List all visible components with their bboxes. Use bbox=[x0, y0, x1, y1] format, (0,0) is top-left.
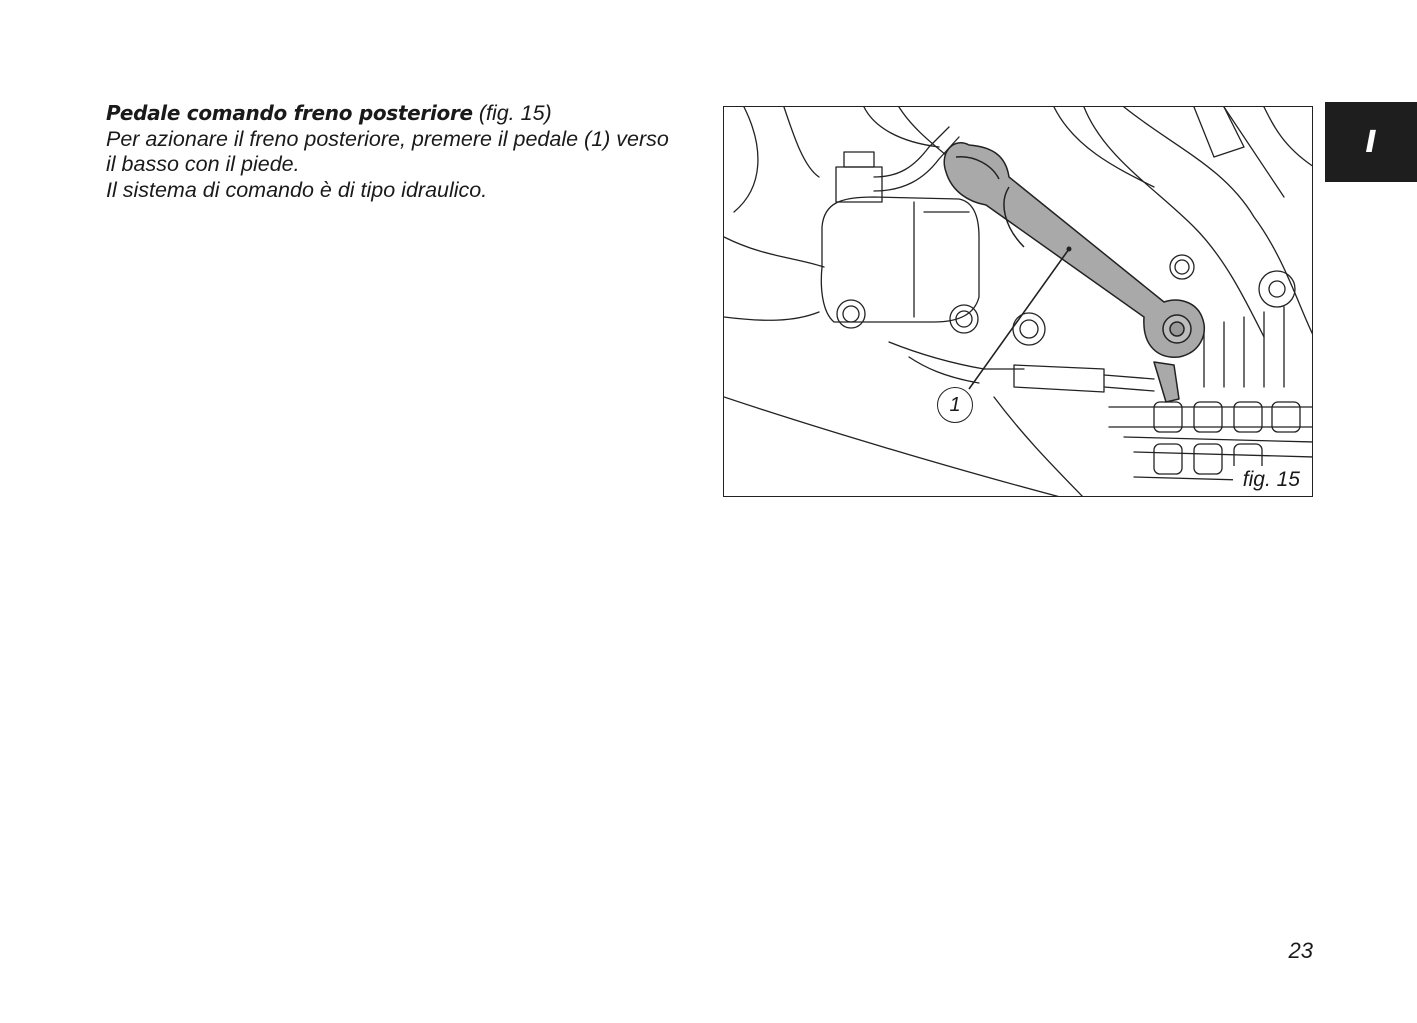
text-section bbox=[106, 101, 706, 203]
section-title bbox=[106, 101, 706, 127]
figure-reference: (fig. 15) bbox=[478, 101, 552, 125]
callout-marker: 1 bbox=[937, 387, 973, 423]
body-line-2: il basso con il piede. bbox=[106, 152, 300, 176]
figure-illustration bbox=[723, 106, 1313, 497]
brake-pedal-drawing bbox=[724, 107, 1313, 497]
figure-caption: fig. 15 bbox=[1233, 466, 1312, 496]
section-heading: Pedale comando freno posteriore bbox=[106, 101, 473, 125]
page-number: 23 bbox=[1288, 938, 1313, 963]
body-line-1: Per azionare il freno posteriore, premere il pedale (1) verso bbox=[106, 126, 669, 151]
section-tab: I bbox=[1325, 102, 1417, 182]
body-line-3: Il sistema di comando è di tipo idraulico. bbox=[106, 177, 488, 202]
